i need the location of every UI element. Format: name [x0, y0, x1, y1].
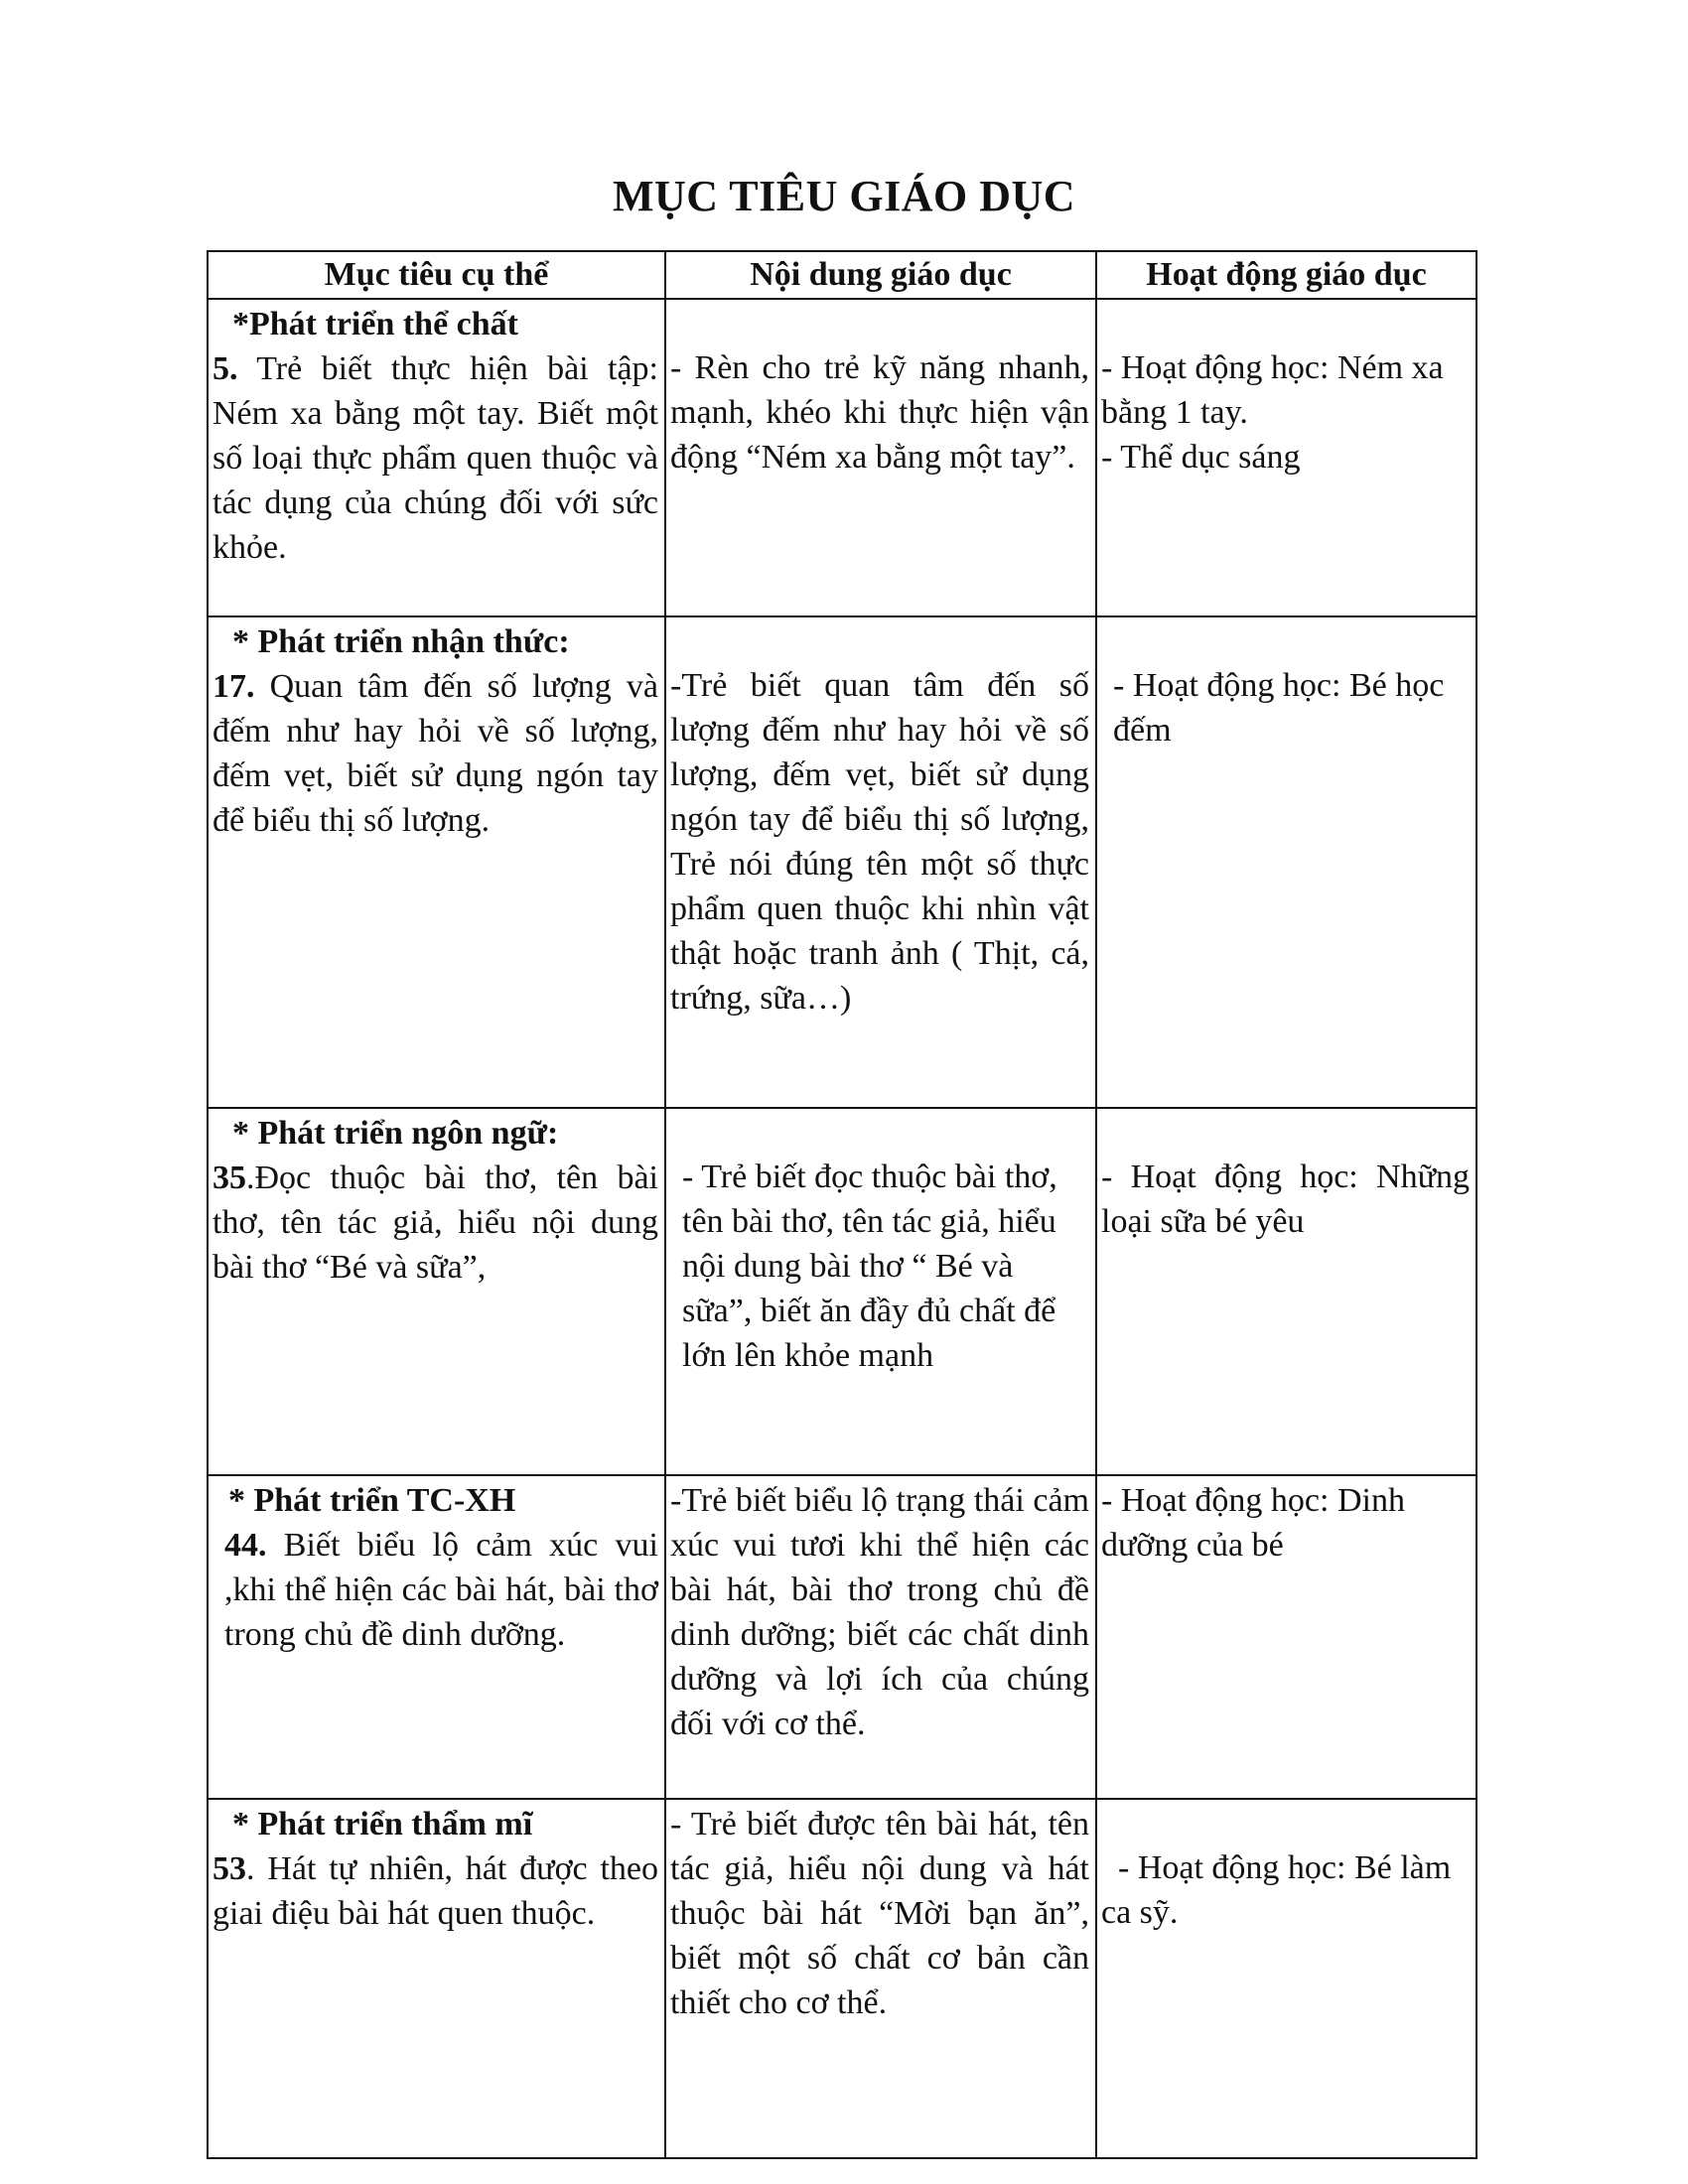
- header-activity: Hoạt động giáo dục: [1096, 251, 1477, 299]
- objective-number: 53: [212, 1850, 246, 1887]
- section-heading: * Phát triển thẩm mĩ: [232, 1806, 533, 1843]
- activity-cell: [1096, 299, 1477, 616]
- objective-body: Trẻ biết thực hiện bài tập: Ném xa bằng một tay. Biết một số loại thực phẩm quen thuộc và tác dụng của chúng đối với sức khỏe.: [212, 350, 658, 566]
- objective-body: .Đọc thuộc bài thơ, tên bài thơ, tên tác giả, hiểu nội dung bài thơ “Bé và sữa”,: [212, 1160, 658, 1286]
- table-row: [208, 1799, 1477, 2158]
- objective-body: Quan tâm đến số lượng và đếm như hay hỏi về số lượng, đếm vẹt, biết sử dụng ngón tay để biểu thị số lượng.: [212, 668, 658, 839]
- table-row: [208, 616, 1477, 1108]
- content-text: -Trẻ biết biểu lộ trạng thái cảm xúc vui tươi khi thể hiện các bài hát, bài thơ trong chủ đề dinh dưỡng; biết các chất dinh dưỡng và lợi ích của chúng đối với cơ thể.: [670, 1482, 1089, 1742]
- activity-cell: [1096, 1475, 1477, 1799]
- objective-cell: [208, 1475, 665, 1799]
- objective-number: 44.: [224, 1527, 267, 1564]
- objective-body: Biết biểu lộ cảm xúc vui ,khi thể hiện các bài hát, bài thơ trong chủ đề dinh dưỡng.: [224, 1527, 658, 1653]
- objective-text: [212, 1156, 658, 1290]
- activity-text: - Hoạt động học: Bé làm ca sỹ.: [1101, 1849, 1460, 1931]
- section-heading: *Phát triển thể chất: [232, 306, 519, 342]
- table-row: [208, 1475, 1477, 1799]
- content-cell: [665, 1799, 1096, 2158]
- objective-body: . Hát tự nhiên, hát được theo giai điệu bài hát quen thuộc.: [212, 1850, 658, 1932]
- activity-cell: [1096, 616, 1477, 1108]
- education-goals-table: [207, 250, 1477, 2159]
- table-row: [208, 299, 1477, 616]
- section-heading: * Phát triển TC-XH: [228, 1482, 516, 1519]
- objective-cell: [208, 1108, 665, 1475]
- content-text: - Trẻ biết được tên bài hát, tên tác giả, hiểu nội dung và hát thuộc bài hát “Mời bạn ăn”, biết một số chất cơ bản cần thiết cho cơ thể.: [670, 1806, 1089, 2021]
- objective-cell: [208, 1799, 665, 2158]
- section-heading: * Phát triển nhận thức:: [232, 623, 570, 660]
- activity-text: - Hoạt động học: Ném xa bằng 1 tay. - Thể dục sáng: [1101, 349, 1444, 476]
- activity-cell: [1096, 1108, 1477, 1475]
- table-header-row: [208, 251, 1477, 299]
- page-title: MỤC TIÊU GIÁO DỤC: [612, 172, 1076, 220]
- objective-number: 17.: [212, 668, 255, 705]
- content-cell: [665, 299, 1096, 616]
- objective-cell: [208, 616, 665, 1108]
- content-text: - Trẻ biết đọc thuộc bài thơ, tên bài thơ, tên tác giả, hiểu nội dung bài thơ “ Bé và sữa”, biết ăn đầy đủ chất để lớn lên khỏe mạnh: [682, 1159, 1057, 1374]
- activity-text: - Hoạt động học: Dinh dưỡng của bé: [1101, 1482, 1405, 1564]
- objective-text: [212, 1846, 658, 1936]
- objective-number: 5.: [212, 350, 238, 387]
- activity-text: - Hoạt động học: Bé học đếm: [1113, 667, 1445, 749]
- content-cell: [665, 1108, 1096, 1475]
- objective-cell: [208, 299, 665, 616]
- content-cell: [665, 1475, 1096, 1799]
- header-objective: Mục tiêu cụ thể: [208, 251, 665, 299]
- activity-cell: [1096, 1799, 1477, 2158]
- objective-text: [212, 346, 658, 570]
- objective-text: [224, 1523, 658, 1657]
- table-row: [208, 1108, 1477, 1475]
- activity-text: - Hoạt động học: Những loại sữa bé yêu: [1101, 1159, 1470, 1240]
- header-content: Nội dung giáo dục: [665, 251, 1096, 299]
- objective-text: [212, 664, 658, 843]
- content-text: - Rèn cho trẻ kỹ năng nhanh, mạnh, khéo khi thực hiện vận động “Ném xa bằng một tay”.: [670, 349, 1089, 476]
- content-text: -Trẻ biết quan tâm đến số lượng đếm như hay hỏi về số lượng, đếm vẹt, biết sử dụng ngón tay để biểu thị số lượng, Trẻ nói đúng tên một số thực phẩm quen thuộc khi nhìn vật thật hoặc tranh ảnh ( Thịt, cá, trứng, sữa…): [670, 667, 1089, 1017]
- content-cell: [665, 616, 1096, 1108]
- section-heading: * Phát triển ngôn ngữ:: [232, 1115, 559, 1152]
- objective-number: 35: [212, 1160, 246, 1196]
